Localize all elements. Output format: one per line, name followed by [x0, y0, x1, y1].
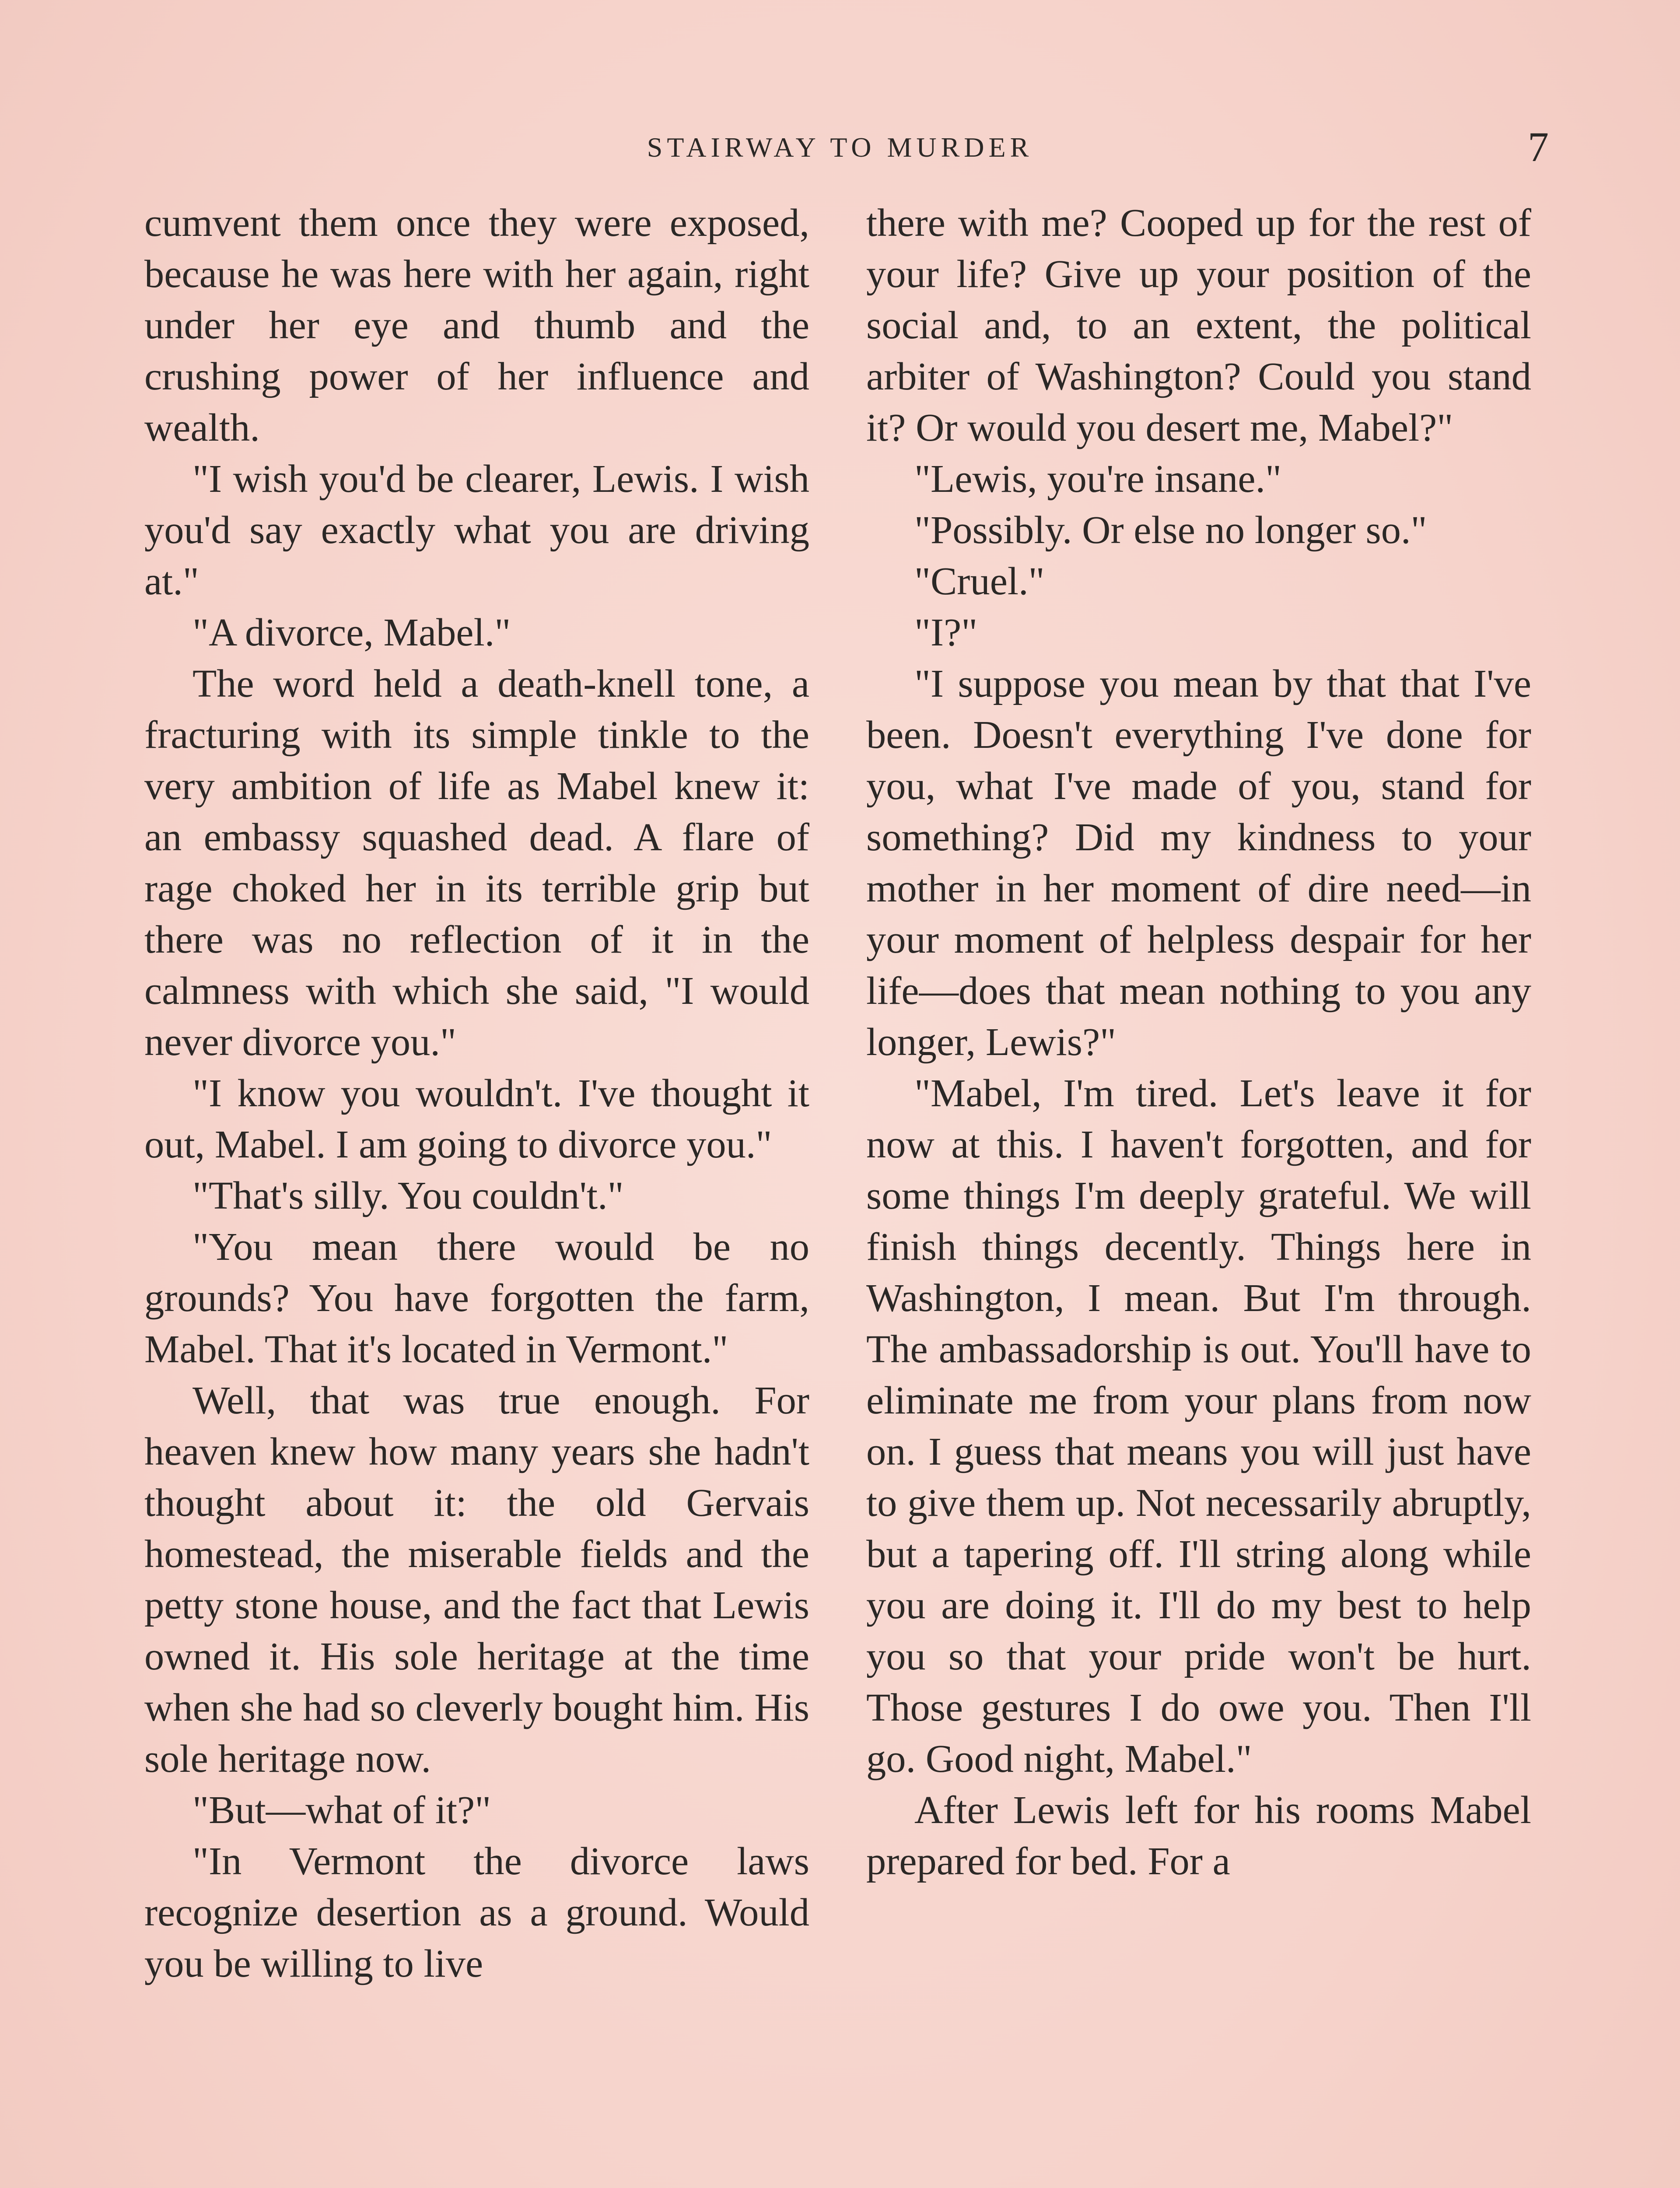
paragraph: "Mabel, I'm tired. Let's leave it for now at this. I haven't forgotten, and for some things I'm deeply grateful. We will finish things decently. Things here in Washington, I mean. But I'm through. The ambassadorship is out. You'll have to eliminate me from your plans from now on. I guess that means you will just have to give them up. Not necessarily abruptly, but a tapering off. I'll string along while you are doing it. I'll do my best to help you so that your pride won't be hurt. Those gestures I do owe you. Then I'll go. Good night, Mabel."	[866, 1071, 1531, 1781]
paragraph: "In Vermont the divorce laws recognize desertion as a ground. Would you be willing to live	[144, 1839, 809, 1985]
paragraph: "That's silly. You couldn't."	[192, 1173, 624, 1217]
paragraph: cumvent them once they were exposed, because he was here with her again, right under her eye and thumb and the crushing power of her influence and wealth.	[144, 200, 809, 449]
paragraph: "A divorce, Mabel."	[192, 610, 511, 654]
paragraph: "Possibly. Or else no longer so."	[914, 508, 1427, 552]
paragraph: "You mean there would be no grounds? You have forgotten the farm, Mabel. That it's located in Vermont."	[144, 1224, 809, 1371]
left-column	[144, 197, 809, 2188]
paragraph: "I know you wouldn't. I've thought it out, Mabel. I am going to divorce you."	[144, 1071, 809, 1166]
paragraph: "I wish you'd be clearer, Lewis. I wish you'd say exactly what you are driving at."	[144, 456, 809, 603]
paragraph: "I suppose you mean by that that I've been. Doesn't everything I've done for you, what I've made of you, stand for something? Did my kindness to your mother in her moment of dire need—in your moment of helpless despair for her life—does that mean nothing to you any longer, Lewis?"	[866, 661, 1531, 1064]
paragraph: Well, that was true enough. For heaven knew how many years she hadn't thought about it: the old Gervais homestead, the miserable fields and the petty stone house, and the fact that Lewis owned it. His sole heritage at the time when she had so cleverly bought him. His sole heritage now.	[144, 1378, 809, 1781]
running-title: STAIRWAY TO MURDER	[647, 132, 1033, 163]
paragraph: After Lewis left for his rooms Mabel prepared for bed. For a	[866, 1788, 1531, 1883]
paragraph: The word held a death-knell tone, a fracturing with its simple tinkle to the very ambition of life as Mabel knew it: an embassy squashed dead. A flare of rage choked her in its terrible grip but there was no reflection of it in the calmness with which she said, "I would never divorce you."	[144, 661, 809, 1064]
paragraph: "Cruel."	[914, 559, 1045, 603]
paragraph: "But—what of it?"	[192, 1788, 491, 1832]
paragraph: "I?"	[914, 610, 978, 654]
page-number: 7	[1528, 123, 1549, 170]
paragraph: there with me? Cooped up for the rest of your life? Give up your position of the social and, to an extent, the political arbiter of Washington? Could you stand it? Or would you desert me, Mabel?"	[866, 200, 1531, 449]
paragraph: "Lewis, you're insane."	[914, 456, 1282, 501]
right-column	[866, 197, 1531, 2188]
